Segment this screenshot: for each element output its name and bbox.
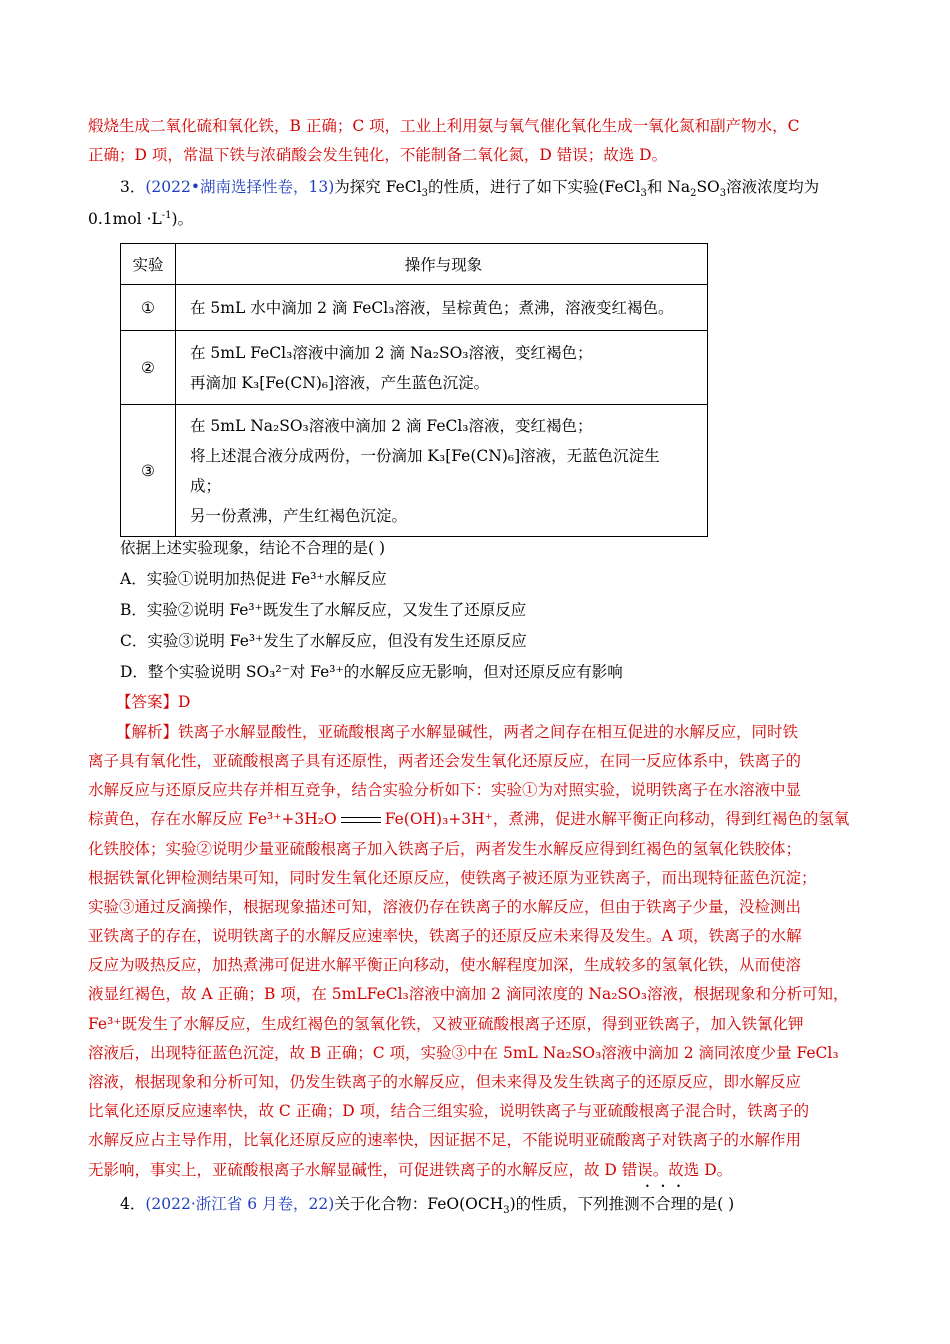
option-a: A．实验①说明加热促进 Fe³⁺水解反应 xyxy=(120,570,387,588)
option-c: C．实验③说明 Fe³⁺发生了水解反应，但没有发生还原反应 xyxy=(120,632,527,650)
analysis-line: 根据铁氰化钾检测结果可知，同时发生氧化还原反应，使铁离子被还原为亚铁离子，而出现特征蓝色沉淀； xyxy=(88,869,817,887)
q4-stem: 4．(2022·浙江省 6 月卷，22)关于化合物：$FeO(OCH_3)$的性质，下列推测不合理的是( ) xyxy=(120,1195,735,1217)
analysis-line: 水解反应占主导作用，比氧化还原反应的速率快，因证据不足，不能说明亚硫酸离子对铁离子的水解作用 xyxy=(88,1131,802,1149)
analysis-line: 水解反应与还原反应共存并相互竞争，结合实验分析如下：实验①为对照实验，说明铁离子在水溶液中显 xyxy=(88,781,802,799)
analysis-line: 无影响，事实上，亚硫酸根离子水解显碱性，可促进铁离子的水解反应，故 D 错误。故选 D。 xyxy=(88,1161,733,1179)
analysis-line: Fe³⁺既发生了水解反应，生成红褐色的氢氧化铁，又被亚硫酸根离子还原，得到亚铁离子，加入铁氰化钾 xyxy=(88,1015,804,1033)
analysis-line: 棕黄色，存在水解反应 Fe³⁺+3H₂O Fe(OH)₃+3H⁺，煮沸，促进水解平衡正向移动，得到红褐色的氢氧 xyxy=(88,810,850,828)
table-row: ① 在 5mL 水中滴加 2 滴 FeCl₃溶液，呈棕黄色；煮沸，溶液变红褐色。 xyxy=(121,285,708,331)
analysis-line: 液显红褐色，故 A 正确；B 项，在 5mLFeCl₃溶液中滴加 2 滴同浓度的 Na₂SO₃溶液，根据现象和分析可知， xyxy=(88,985,849,1003)
q4-source: (2022·浙江省 6 月卷，22) xyxy=(145,1195,335,1213)
analysis-line: 离子具有氧化性，亚硫酸根离子具有还原性，两者还会发生氧化还原反应，在同一反应体系中，铁离子的 xyxy=(88,752,802,770)
table-header-experiment: 实验 xyxy=(121,244,176,285)
option-d: D．整个实验说明 SO₃²⁻对 Fe³⁺的水解反应无影响，但对还原反应有影响 xyxy=(120,663,623,681)
analysis-line: 比氧化还原反应速率快，故 C 正确；D 项，结合三组实验，说明铁离子与亚硫酸根离子混合时，铁离子的 xyxy=(88,1102,810,1120)
analysis-line: 溶液后，出现特征蓝色沉淀，故 B 正确；C 项，实验③中在 5mL Na₂SO₃溶液中滴加 2 滴同浓度少量 FeCl₃ xyxy=(88,1044,839,1062)
equilibrium-arrow-icon xyxy=(341,815,381,825)
table-row: ③ 在 5mL Na₂SO₃溶液中滴加 2 滴 FeCl₃溶液，变红褐色； 将上述混合液分成两份，一份滴加 K₃[Fe(CN)₆]溶液，无蓝色沉淀生 成； 另一份煮沸，产生红褐色沉淀。 xyxy=(121,405,708,537)
analysis-line: 反应为吸热反应，加热煮沸可促进水解平衡正向移动，使水解程度加深，生成较多的氢氧化铁，从而使溶 xyxy=(88,956,802,974)
q3-number: 3． xyxy=(120,178,146,196)
q3-stem: 3．(2022•湖南选择性卷，13)为探究 FeCl$_3$的性质，进行了如下实验(FeCl$_3$和 $Na_2SO_3$溶液浓度均为 xyxy=(120,178,820,200)
table-header-row xyxy=(121,244,708,285)
q3-question: 依据上述实验现象，结论不合理的是( ) xyxy=(120,539,386,557)
analysis-line: 【解析】铁离子水解显酸性，亚硫酸根离子水解显碱性，两者之间存在相互促进的水解反应，同时铁 xyxy=(116,723,799,741)
option-b: B．实验②说明 Fe³⁺既发生了水解反应，又发生了还原反应 xyxy=(120,601,527,619)
answer: 【答案】D xyxy=(116,693,191,711)
q4-number: 4． xyxy=(120,1195,146,1213)
q3-source: (2022•湖南选择性卷，13) xyxy=(145,178,335,196)
table-header-operation: 操作与现象 xyxy=(176,244,708,285)
experiment-table xyxy=(120,243,708,537)
prev-analysis-line-2: 正确；D 项，常温下铁与浓硝酸会发生钝化，不能制备二氧化氮，D 错误；故选 D。 xyxy=(88,146,668,164)
analysis-line: 溶液，根据现象和分析可知，仍发生铁离子的水解反应，但未来得及发生铁离子的还原反应，即水解反应 xyxy=(88,1073,802,1091)
q3-stem-line-2: $0.1mol \cdot L^{-1}$)。 xyxy=(88,209,194,228)
table-row: ② 在 5mL FeCl₃溶液中滴加 2 滴 Na₂SO₃溶液，变红褐色； 再滴加 K₃[Fe(CN)₆]溶液，产生蓝色沉淀。 xyxy=(121,331,708,405)
analysis-line: 实验③通过反滴操作，根据现象描述可知，溶液仍存在铁离子的水解反应，但由于铁离子少量，没检测出 xyxy=(88,898,802,916)
analysis-line: 化铁胶体；实验②说明少量亚硫酸根离子加入铁离子后，两者发生水解反应得到红褐色的氢氧化铁胶体； xyxy=(88,840,802,858)
analysis-line: 亚铁离子的存在，说明铁离子的水解反应速率快，铁离子的还原反应未来得及发生。A 项，铁离子的水解 xyxy=(88,927,802,945)
prev-analysis-line-1: 煅烧生成二氧化硫和氧化铁，B 正确；C 项，工业上利用氨与氧气催化氧化生成一氧化氮和副产物水，C xyxy=(88,117,800,135)
